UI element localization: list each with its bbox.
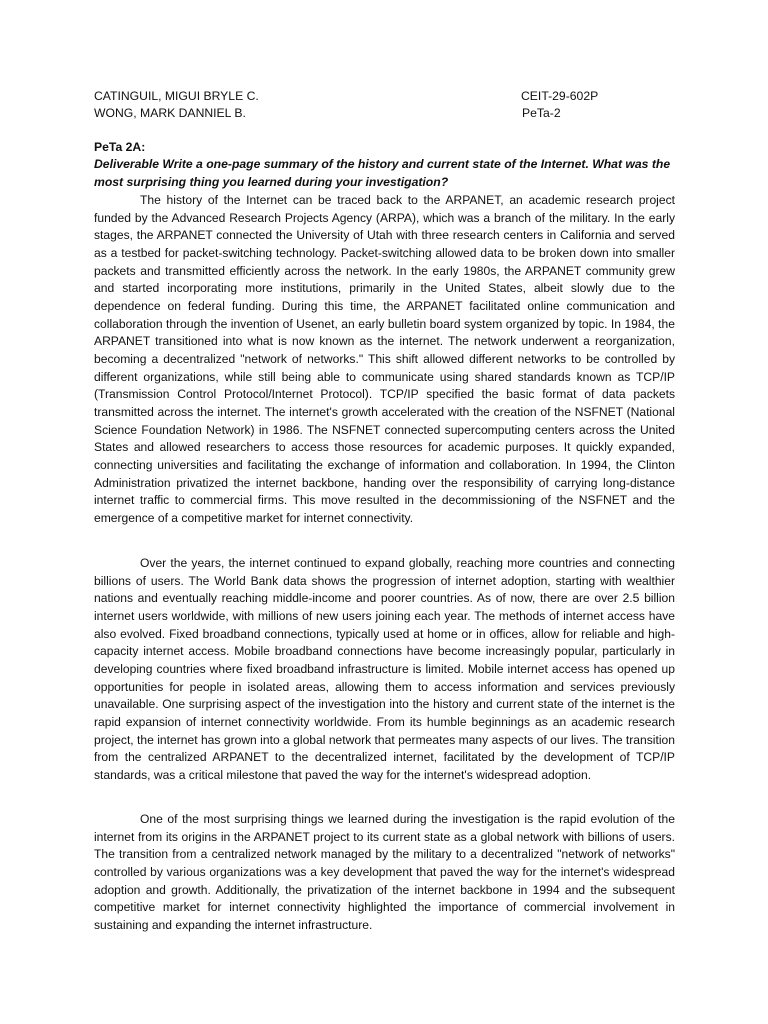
document-title: PeTa 2A: [94,140,146,154]
deliverable-prompt: Deliverable Write a one-page summary of the history and current state of the Internet. What was the most surprising thing you learned during your investigation? [94,157,671,189]
student-name-1: CATINGUIL, MIGUI BRYLE C. [94,89,259,103]
paragraph-current-state: Over the years, the internet continued to expand globally, reaching more countries and connecting billions of users. The World Bank data shows the progression of internet adoption, starting with wealthier nations and eventually reaching middle-income and poorer countries. As of now, there are over 2.5 billion internet users worldwide, with millions of new users joining each year. The methods of internet access have also evolved. Fixed broadband connections, typically used at home or in offices, allow for reliable and high-capacity internet access. Mobile broadband connections have become increasingly popular, particularly in developing countries where fixed broadband infrastructure is limited. Mobile internet access has opened up opportunities for people in isolated areas, allowing them to access information and services previously unavailable. One surprising aspect of the investigation into the history and current state of the internet is the rapid expansion of internet connectivity worldwide. From its humble beginnings as an academic research project, the internet has grown into a global network that permeates many aspects of our lives. The transition from the centralized ARPANET to the decentralized internet, facilitated by the development of TCP/IP standards, was a critical milestone that paved the way for the internet's widespread adoption. [94,556,675,782]
section-code: CEIT-29-602P [521,89,599,103]
paragraph-surprising: One of the most surprising things we learned during the investigation is the rapid evolution of the internet from its origins in the ARPANET project to its current state as a global network with billions of users. The transition from a centralized network managed by the military to a decentralized "network of networks" controlled by various organizations was a key development that paved the way for the internet's widespread adoption and growth. Additionally, the privatization of the internet backbone in 1994 and the subsequent competitive market for internet connectivity highlighted the importance of commercial involvement in sustaining and expanding the internet infrastructure. [94,812,675,932]
header-row-1 [94,88,599,105]
student-name-2: WONG, MARK DANNIEL B. [94,106,246,120]
header-row-2 [94,105,561,122]
activity-code: PeTa-2 [522,106,561,120]
paragraph-history: The history of the Internet can be traced back to the ARPANET, an academic research project funded by the Advanced Research Projects Agency (ARPA), which was a branch of the military. In the early stages, the ARPANET connected the University of Utah with three research centers in California and served as a testbed for packet-switching technology. Packet-switching allowed data to be broken down into smaller packets and transmitted efficiently across the network. In the early 1980s, the ARPANET community grew and started incorporating more institutions, primarily in the United States, albeit slowly due to the dependence on federal funding. During this time, the ARPANET facilitated online communication and collaboration through the invention of Usenet, an early bulletin board system organized by topic. In 1984, the ARPANET transitioned into what is now known as the internet. The network underwent a reorganization, becoming a decentralized "network of networks." This shift allowed different networks to be controlled by different organizations, while still being able to communicate using shared standards known as TCP/IP (Transmission Control Protocol/Internet Protocol). TCP/IP specified the basic format of data packets transmitted across the internet. The internet's growth accelerated with the creation of the NSFNET (National Science Foundation Network) in 1986. The NSFNET connected supercomputing centers across the United States and allowed researchers to access those resources for academic purposes. It quickly expanded, connecting universities and facilitating the exchange of information and collaboration. In 1994, the Clinton Administration privatized the internet backbone, handing over the responsibility of carrying long-distance internet traffic to commercial firms. This move resulted in the decommissioning of the NSFNET and the emergence of a competitive market for internet connectivity. [94,193,675,525]
